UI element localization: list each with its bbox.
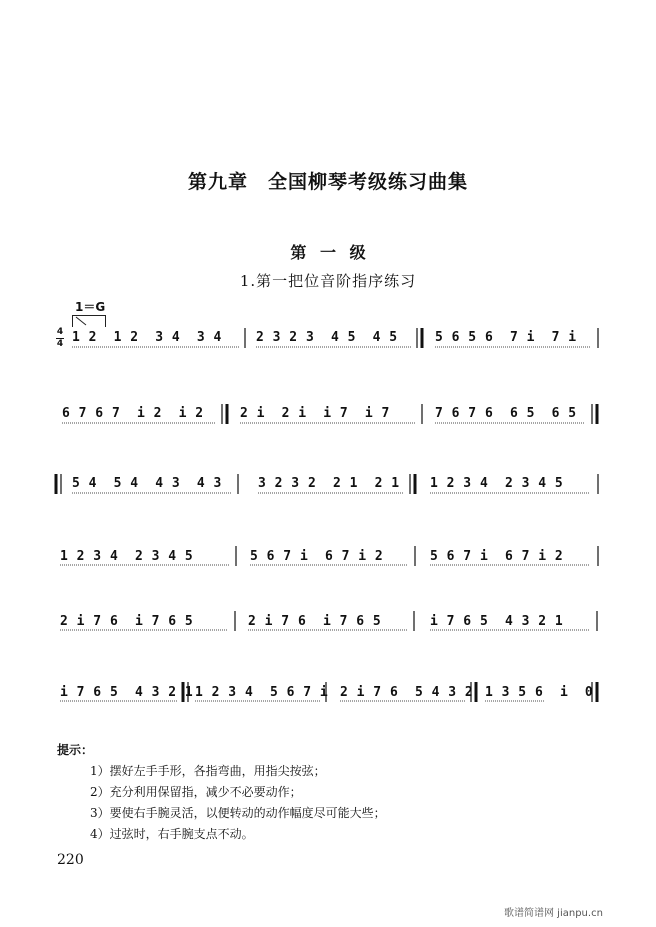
score-segment: 2 i 2 i i 7 i 7 — [240, 406, 390, 421]
score-segment: i 7 6 5 4 3 2 1 — [430, 614, 564, 629]
time-signature-bottom: 4 — [56, 339, 64, 349]
tips-title: 提示： — [57, 743, 94, 757]
tip-item: 2）充分利用保留指，减少不必要动作； — [90, 785, 302, 799]
fingering-bracket — [72, 315, 106, 327]
time-signature-top: 4 — [56, 327, 64, 337]
tip-item: 4）过弦时，右手腕支点不动。 — [90, 827, 254, 841]
score-segment: 1 3 5 6 i 0 — [485, 685, 594, 700]
score-line — [0, 476, 656, 516]
score-segment: 2 i 7 6 5 4 3 2 — [340, 685, 474, 700]
score-line — [0, 614, 656, 654]
page-number: 220 — [57, 852, 84, 868]
score-segment: 5 6 7 i 6 7 i 2 — [430, 549, 564, 564]
tip-item: 1）摆好左手手形，各指弯曲，用指尖按弦； — [90, 764, 326, 778]
chapter-title: 第九章 全国柳琴考级练习曲集 — [187, 171, 468, 193]
score-segment: 1 2 3 4 2 3 4 5 — [430, 476, 564, 491]
score-line — [0, 549, 656, 589]
score-line — [0, 685, 656, 725]
score-segment: 5 6 5 6 7 i 7 i — [435, 330, 577, 345]
watermark: 歌谱简谱网 jianpu.cn — [504, 908, 603, 919]
piece-title: 1.第一把位音阶指序练习 — [239, 272, 417, 290]
score-segment: 5 6 7 i 6 7 i 2 — [250, 549, 384, 564]
score-segment: 2 3 2 3 4 5 4 5 — [256, 330, 398, 345]
score-segment: 2 i 7 6 i 7 6 5 — [248, 614, 382, 629]
score-segment: 2 i 7 6 i 7 6 5 — [60, 614, 194, 629]
score-segment: 7 6 7 6 6 5 6 5 — [435, 406, 577, 421]
score-segment: 1 2 3 4 2 3 4 5 — [60, 549, 194, 564]
level-title: 第 一 级 — [290, 243, 366, 262]
score-segment: i 7 6 5 4 3 2 1 — [60, 685, 194, 700]
score-segment: 5 4 5 4 4 3 4 3 — [72, 476, 222, 491]
score-segment: 6 7 6 7 i 2 i 2 — [62, 406, 204, 421]
tip-item: 3）要使右手腕灵活，以便转动的动作幅度尽可能大些； — [90, 806, 386, 820]
score-line — [0, 406, 656, 446]
score-segment: 1 2 1 2 3 4 3 4 — [72, 330, 222, 345]
score-segment: 1 2 3 4 5 6 7 i — [195, 685, 329, 700]
score-line — [0, 327, 656, 370]
score-segment: 3 2 3 2 2 1 2 1 — [258, 476, 400, 491]
key-signature: 1＝G — [75, 300, 106, 314]
